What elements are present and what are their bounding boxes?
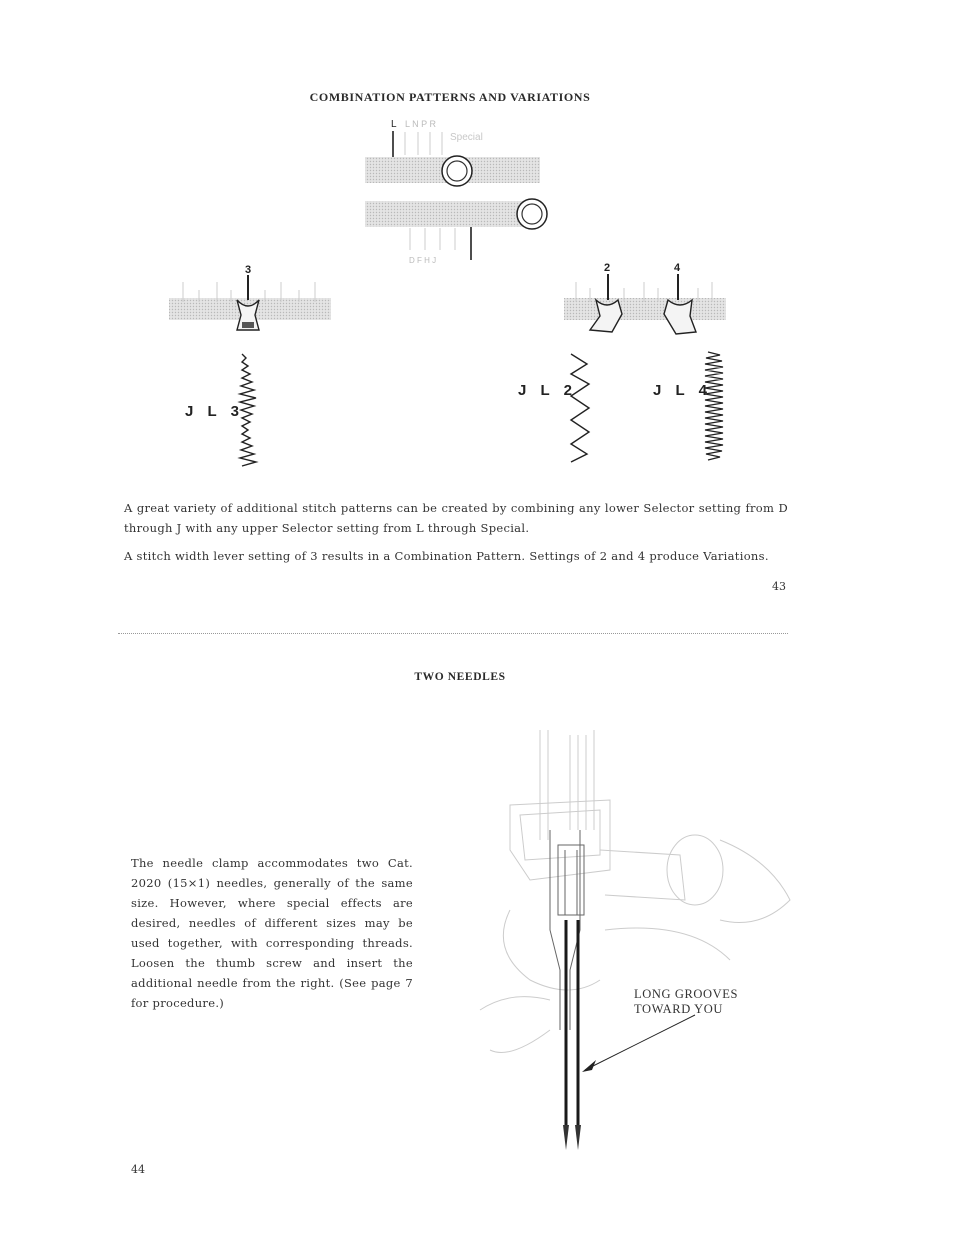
page-number-44: 44 (131, 1163, 145, 1176)
lever-setting-3: 3 (245, 264, 252, 276)
width-lever-left (165, 260, 335, 345)
callout-line-2: TOWARD YOU (634, 1002, 723, 1016)
pattern-label-jl2: J L 2 (518, 382, 577, 399)
lower-letters: D F H J (409, 256, 437, 265)
pattern-label-jl3: J L 3 (185, 403, 244, 420)
callout-line-1: LONG GROOVES (634, 987, 739, 1001)
callout-long-grooves (634, 987, 738, 1017)
paragraph-combination: A great variety of additional stitch patterns can be created by combining any lower Selector setting from D through J with any upper Selector setting from L through Special. (124, 501, 788, 535)
selector-diagram (360, 115, 560, 270)
width-lever-right (560, 258, 730, 343)
lever-setting-2: 2 (604, 262, 611, 274)
stitch-pattern-jl4 (700, 350, 728, 465)
page-44-title: TWO NEEDLES (414, 671, 506, 683)
stitch-pattern-jl2 (565, 350, 595, 465)
lever-setting-4: 4 (674, 262, 681, 274)
upper-letters: L N P R (405, 119, 437, 129)
page-number-43: 43 (772, 580, 786, 593)
page-divider (118, 633, 788, 634)
two-needles-illustration (470, 730, 800, 1155)
paragraph-two-needles: The needle clamp accommodates two Cat. 2020 (15×1) needles, generally of the same size. However, where special effects are desired, needles of different sizes may be used together, with corresponding threads. Loosen the thumb screw and insert the additional needle from the right. (See page 7 for procedure.) (131, 856, 413, 1010)
upper-special-label: Special (450, 132, 483, 143)
page-43-title: COMBINATION PATTERNS AND VARIATIONS (309, 90, 591, 104)
svg-text:L: L (391, 119, 397, 130)
pattern-label-jl4: J L 4 (653, 382, 712, 399)
paragraph-lever-settings: A stitch width lever setting of 3 results in a Combination Pattern. Settings of 2 and 4 produce Variations. (124, 549, 769, 563)
